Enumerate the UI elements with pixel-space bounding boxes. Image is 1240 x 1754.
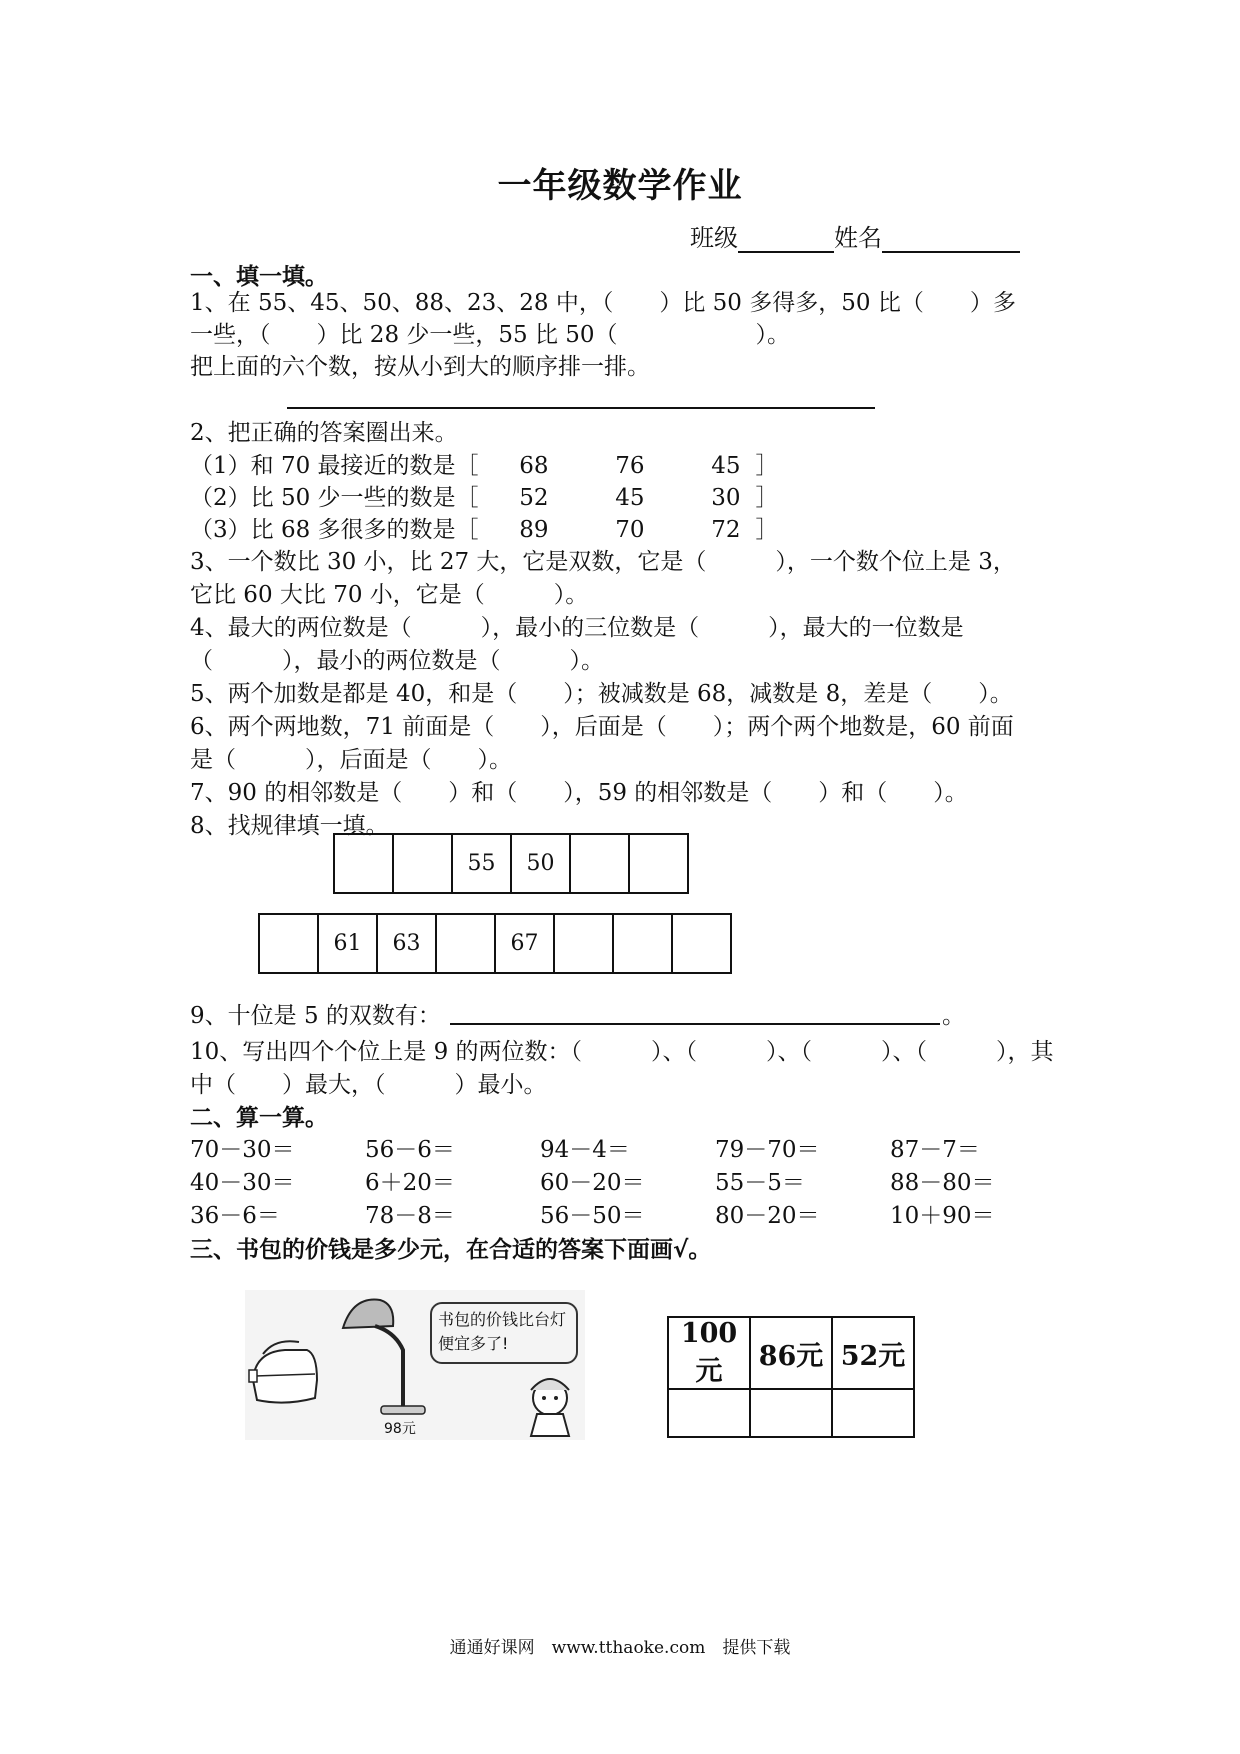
sequence-box[interactable]	[435, 913, 496, 974]
q2-item-text: （2）比 50 少一些的数是［	[190, 485, 479, 511]
q2-item-1	[190, 447, 779, 480]
class-label: 班级	[690, 224, 738, 252]
calc-item: 56－6＝	[365, 1137, 455, 1163]
section-2-heading: 二、算一算。	[190, 1105, 328, 1131]
q2-option[interactable]: 30	[711, 485, 741, 511]
sequence-box[interactable]	[628, 833, 689, 894]
q6-line1: 6、两个两地数，71 前面是（ ），后面是（ ）；两个两个地数是，60 前面	[190, 714, 1014, 740]
q2-option[interactable]: 68	[519, 453, 549, 479]
q4-line1: 4、最大的两位数是（ ），最小的三位数是（ ），最大的一位数是	[190, 615, 964, 641]
calc-item: 40－30＝	[190, 1170, 295, 1196]
price-option: 86元	[750, 1317, 832, 1389]
q5: 5、两个加数是都是 40，和是（ ）；被减数是 68，减数是 8，差是（ ）。	[190, 681, 1013, 707]
calc-item: 36－6＝	[190, 1203, 280, 1229]
check-cell[interactable]	[750, 1389, 832, 1437]
table-row	[668, 1317, 914, 1389]
q2-item-3	[190, 511, 779, 544]
sequence-box[interactable]	[553, 913, 614, 974]
bracket-close: ］	[755, 453, 779, 479]
calc-item: 79－70＝	[715, 1137, 820, 1163]
calc-item: 6＋20＝	[365, 1170, 455, 1196]
q1-line1: 1、在 55、45、50、88、23、28 中，（ ）比 50 多得多，50 比（ ）多	[190, 290, 1016, 316]
q2-heading: 2、把正确的答案圈出来。	[190, 420, 458, 446]
q10-line2: 中（ ）最大，（ ）最小。	[190, 1072, 547, 1098]
sequence-box[interactable]	[671, 913, 732, 974]
class-blank[interactable]	[738, 225, 834, 253]
calc-item: 94－4＝	[540, 1137, 630, 1163]
calc-item: 88－80＝	[890, 1170, 995, 1196]
sequence-box[interactable]	[333, 833, 394, 894]
table-row	[668, 1389, 914, 1437]
sequence-box[interactable]	[612, 913, 673, 974]
calc-item: 78－8＝	[365, 1203, 455, 1229]
bracket-close: ］	[755, 517, 779, 543]
calc-item: 10＋90＝	[890, 1203, 995, 1229]
q4-line2: （ ），最小的两位数是（ ）。	[190, 648, 604, 674]
price-option: 52元	[832, 1317, 914, 1389]
bracket-close: ］	[755, 485, 779, 511]
lamp-price-label: 98元	[384, 1421, 416, 1437]
q9-answer-line[interactable]	[450, 1023, 940, 1025]
sequence-box[interactable]: 50	[510, 833, 571, 894]
price-answer-table	[667, 1316, 915, 1438]
section-3-heading: 三、书包的价钱是多少元，在合适的答案下面画√。	[190, 1237, 712, 1263]
check-cell[interactable]	[832, 1389, 914, 1437]
calc-item: 70－30＝	[190, 1137, 295, 1163]
price-option: 100元	[668, 1317, 750, 1389]
q6-line2: 是（ ），后面是（ ）。	[190, 747, 512, 773]
calc-item: 87－7＝	[890, 1137, 980, 1163]
sequence-box[interactable]: 61	[317, 913, 378, 974]
page-title: 一年级数学作业	[497, 166, 743, 206]
calc-item: 55－5＝	[715, 1170, 805, 1196]
name-blank[interactable]	[882, 225, 1020, 253]
q9-end: 。	[942, 1003, 965, 1029]
q3-line1: 3、一个数比 30 小，比 27 大，它是双数，它是（ ），一个数个位上是 3，	[190, 549, 1016, 575]
sequence-box[interactable]: 55	[451, 833, 512, 894]
calc-item: 56－50＝	[540, 1203, 645, 1229]
sequence-box[interactable]	[392, 833, 453, 894]
q3-line2: 它比 60 大比 70 小，它是（ ）。	[190, 582, 589, 608]
student-info	[690, 218, 1020, 253]
calc-item: 60－20＝	[540, 1170, 645, 1196]
sequence-box[interactable]: 63	[376, 913, 437, 974]
q2-item-text: （3）比 68 多很多的数是［	[190, 517, 479, 543]
footer-credit: 通通好课网 www.tthaoke.com 提供下载	[449, 1638, 791, 1658]
name-label: 姓名	[834, 224, 882, 252]
q1-answer-line[interactable]	[287, 407, 875, 409]
q9: 9、十位是 5 的双数有：	[190, 1003, 441, 1029]
q10-line1: 10、写出四个个位上是 9 的两位数：（ ）、（ ）、（ ）、（ ），其	[190, 1039, 1054, 1065]
q2-item-text: （1）和 70 最接近的数是［	[190, 453, 479, 479]
q1-line3: 把上面的六个数，按从小到大的顺序排一排。	[190, 354, 650, 380]
child-figure-icon	[531, 1379, 569, 1436]
sequence-box[interactable]	[569, 833, 630, 894]
q2-option[interactable]: 45	[711, 453, 741, 479]
q2-item-2	[190, 479, 779, 512]
speech-bubble: 书包的价钱比台灯便宜多了!	[430, 1302, 578, 1364]
check-cell[interactable]	[668, 1389, 750, 1437]
sequence-box[interactable]: 67	[494, 913, 555, 974]
q2-option[interactable]: 89	[519, 517, 549, 543]
q8-heading: 8、找规律填一填。	[190, 813, 389, 839]
q7: 7、90 的相邻数是（ ）和（ ），59 的相邻数是（ ）和（ ）。	[190, 780, 968, 806]
q1-line2: 一些，（ ）比 28 少一些，55 比 50（ ）。	[190, 322, 791, 348]
q2-option[interactable]: 76	[615, 453, 645, 479]
calc-item: 80－20＝	[715, 1203, 820, 1229]
q2-option[interactable]: 72	[711, 517, 741, 543]
q2-option[interactable]: 52	[519, 485, 549, 511]
q2-option[interactable]: 45	[615, 485, 645, 511]
sequence-box[interactable]	[258, 913, 319, 974]
section-1-heading: 一、填一填。	[190, 264, 328, 290]
q2-option[interactable]: 70	[615, 517, 645, 543]
